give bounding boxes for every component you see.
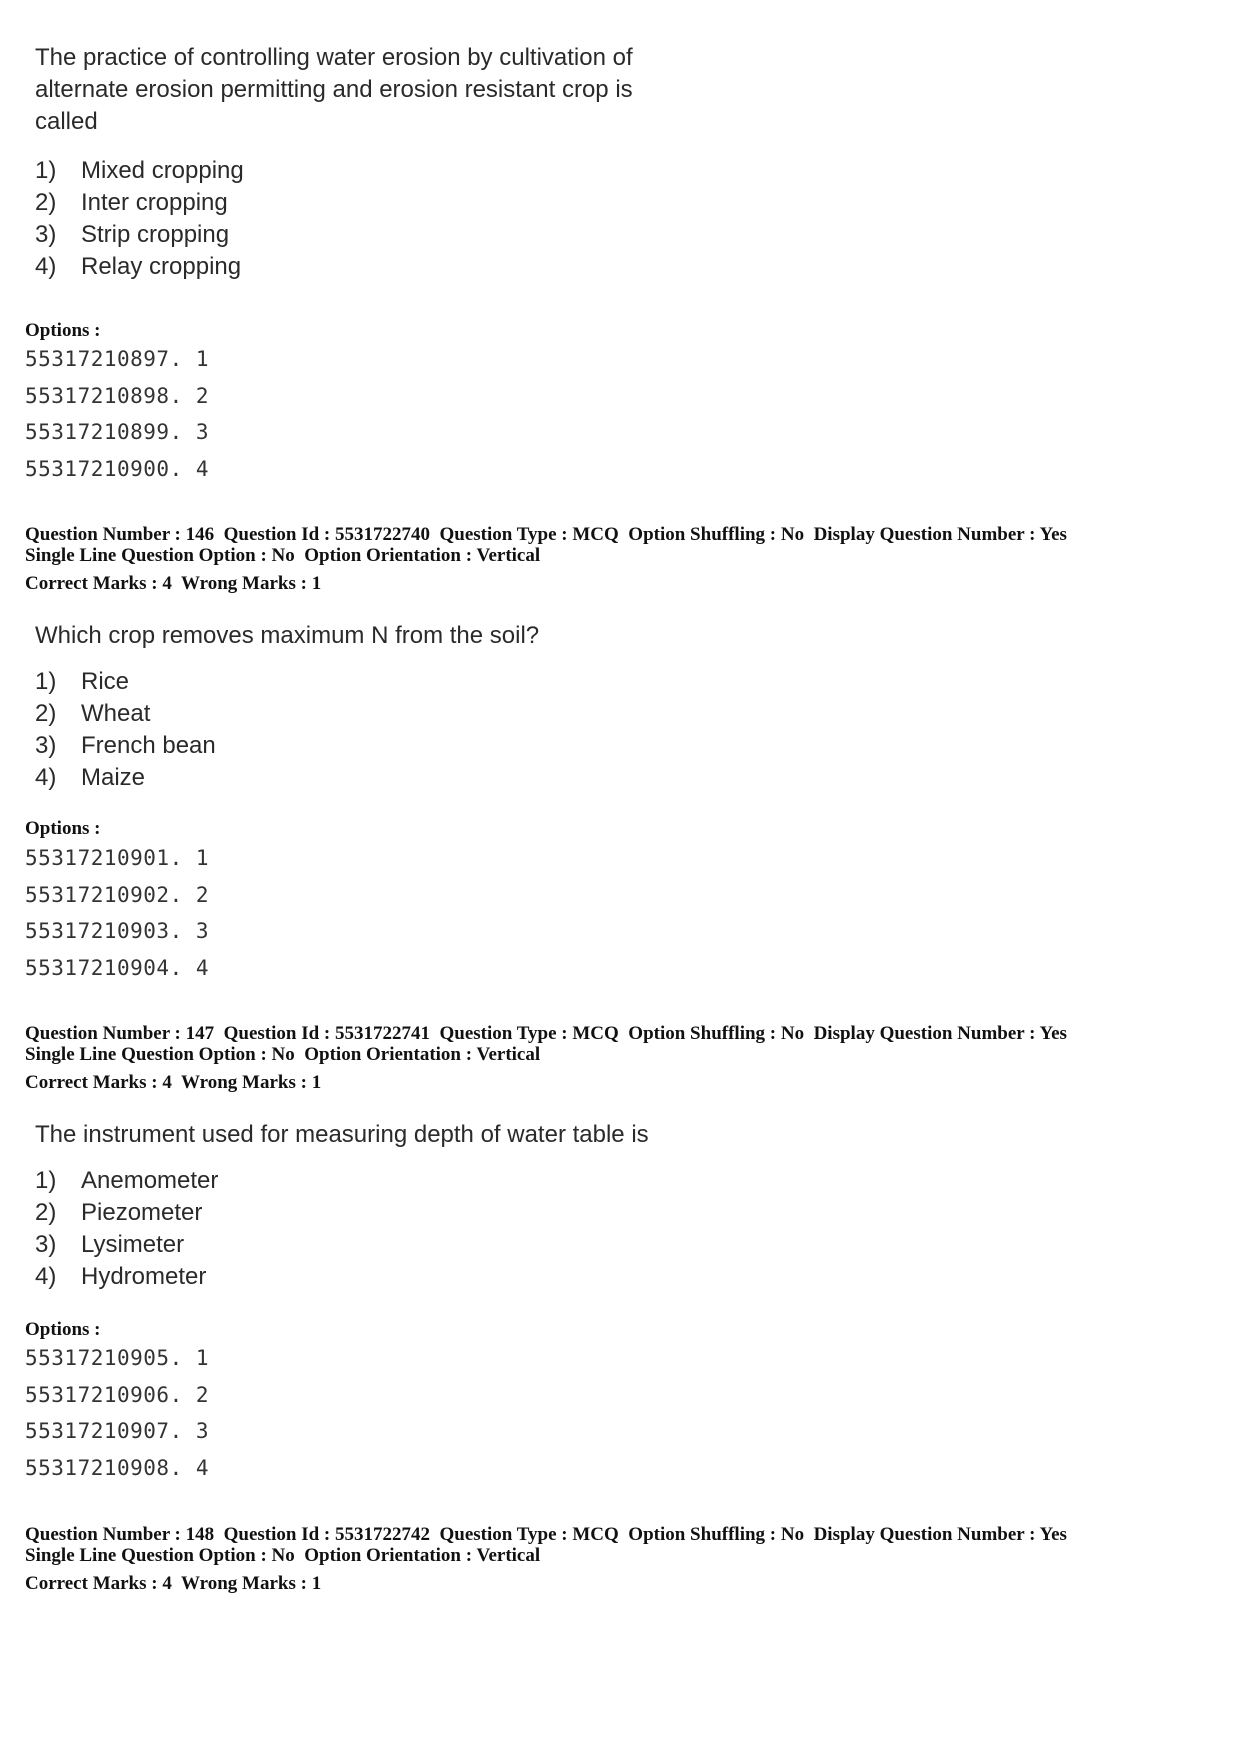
options-label: Options : xyxy=(25,818,101,839)
option-id: 55317210907. 3 xyxy=(25,1419,210,1443)
option-id: 55317210899. 3 xyxy=(25,420,210,444)
marks-line: Correct Marks : 4 Wrong Marks : 1 xyxy=(25,573,322,594)
answer-choice: 2) Wheat xyxy=(35,700,151,727)
answer-choice: 2) Inter cropping xyxy=(35,189,228,216)
answer-choice: 3) Lysimeter xyxy=(35,1231,185,1258)
answer-choices xyxy=(35,155,244,283)
answer-choices xyxy=(35,666,216,794)
marks-line: Correct Marks : 4 Wrong Marks : 1 xyxy=(25,1072,322,1093)
question-meta-line: Question Number : 148 Question Id : 5531722742 Question Type : MCQ Option Shuffling : No Display Question Number : Yes xyxy=(25,1524,1067,1545)
question-meta-line: Question Number : 146 Question Id : 5531722740 Question Type : MCQ Option Shuffling : No Display Question Number : Yes xyxy=(25,524,1067,545)
option-id-list xyxy=(25,840,209,986)
option-id: 55317210898. 2 xyxy=(25,383,210,408)
option-id: 55317210897. 1 xyxy=(25,347,210,371)
question-meta-line: Single Line Question Option : No Option Orientation : Vertical xyxy=(25,545,541,566)
option-id-list xyxy=(25,341,209,487)
option-id: 55317210905. 1 xyxy=(25,1346,210,1370)
answer-choice: 4) Relay cropping xyxy=(35,253,242,280)
marks-line: Correct Marks : 4 Wrong Marks : 1 xyxy=(25,1573,322,1594)
question-text: The practice of controlling water erosion by cultivation of alternate erosion permitting and erosion resistant crop is called xyxy=(35,44,633,135)
option-id: 55317210901. 1 xyxy=(25,846,210,870)
option-id: 55317210900. 4 xyxy=(25,456,210,481)
option-id: 55317210906. 2 xyxy=(25,1382,210,1407)
question-text: Which crop removes maximum N from the soil? xyxy=(35,622,540,649)
answer-choice: 1) Anemometer xyxy=(35,1167,219,1194)
option-id: 55317210902. 2 xyxy=(25,882,210,907)
option-id: 55317210904. 4 xyxy=(25,955,210,980)
answer-choice: 2) Piezometer xyxy=(35,1199,203,1226)
answer-choice: 4) Maize xyxy=(35,764,146,791)
options-label: Options : xyxy=(25,320,101,341)
question-meta-line: Single Line Question Option : No Option Orientation : Vertical xyxy=(25,1545,541,1566)
answer-choice: 1) Rice xyxy=(35,668,130,695)
answer-choice: 3) French bean xyxy=(35,732,216,759)
options-label: Options : xyxy=(25,1319,101,1340)
question-meta-line: Single Line Question Option : No Option Orientation : Vertical xyxy=(25,1044,541,1065)
answer-choice: 3) Strip cropping xyxy=(35,221,230,248)
answer-choices xyxy=(35,1165,218,1293)
question-text: The instrument used for measuring depth of water table is xyxy=(35,1121,649,1148)
answer-choice: 4) Hydrometer xyxy=(35,1263,207,1290)
answer-choice: 1) Mixed cropping xyxy=(35,157,244,184)
question-meta-line: Question Number : 147 Question Id : 5531722741 Question Type : MCQ Option Shuffling : No Display Question Number : Yes xyxy=(25,1023,1067,1044)
option-id: 55317210908. 4 xyxy=(25,1455,210,1480)
option-id-list xyxy=(25,1340,209,1486)
option-id: 55317210903. 3 xyxy=(25,919,210,943)
